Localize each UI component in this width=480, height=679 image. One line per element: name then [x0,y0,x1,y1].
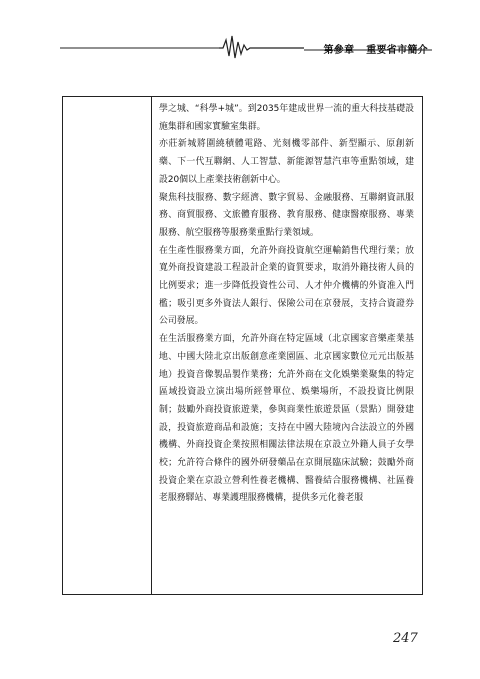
content-table [62,96,423,595]
table-content-cell [159,101,414,508]
paragraph: 在生活服務業方面，允許外商在特定區域（北京國家音樂產業基地、中國大陸北京出版創意產業園區、北京國家數位元元出版基地）投資音像製品製作業務；允許外商在文化娛樂業聚集的特定區域投資設立演出場所經營單位、娛樂場所，不設投資比例限制；鼓勵外商投資旅遊業，參與商業性旅遊景區（景點）開發建設，投資旅遊商品和設施；支持在中國大陸境內合法設立的外國機構、外商投資企業按照相關法律法規在京設立外籍人員子女學校；允許符合條件的國外研發藥品在京開展臨床試驗；鼓勵外商投資企業在京設立營利性養老機構、醫養結合服務機構、社區養老服務驛站、專業護理服務機構，提供多元化養老服 [159,334,414,504]
chapter-heading [323,41,428,56]
header-decoration [0,0,480,70]
page-number: 247 [393,631,418,646]
heartbeat-line-icon [219,36,304,58]
chapter-label: 第參章 [323,45,355,56]
paragraph: 聚焦科技服務、數字經濟、數字貿易、金融服務、互聯網資訊服務、商貿服務、文旅體育服務、教育服務、健康醫療服務、專業服務、航空服務等服務業重點行業領域。 [159,192,414,238]
section-title: 重要省市簡介 [366,45,428,56]
paragraph: 亦莊新城將圍繞積體電路、光刻機零部件、新型顯示、原創新藥、下一代互聯網、人工智慧、新能源智慧汽車等重點領域，建設20個以上產業技術創新中心。 [159,139,414,185]
table-column-divider [151,97,152,594]
paragraph: 學之城、“科學+城”。到2035年建成世界一流的重大科技基礎設施集群和國家實驗室集群。 [159,104,414,132]
page-header [0,0,480,70]
paragraph: 在生產性服務業方面，允許外商投資航空運輸銷售代理行業；放寬外商投資建設工程設計企業的資質要求，取消外籍技術人員的比例要求；進一步降低投資性公司、人才仲介機構的外資准入門檻；吸引更多外資法人銀行、保險公司在京發展，支持合資證券公司發展。 [159,245,414,327]
